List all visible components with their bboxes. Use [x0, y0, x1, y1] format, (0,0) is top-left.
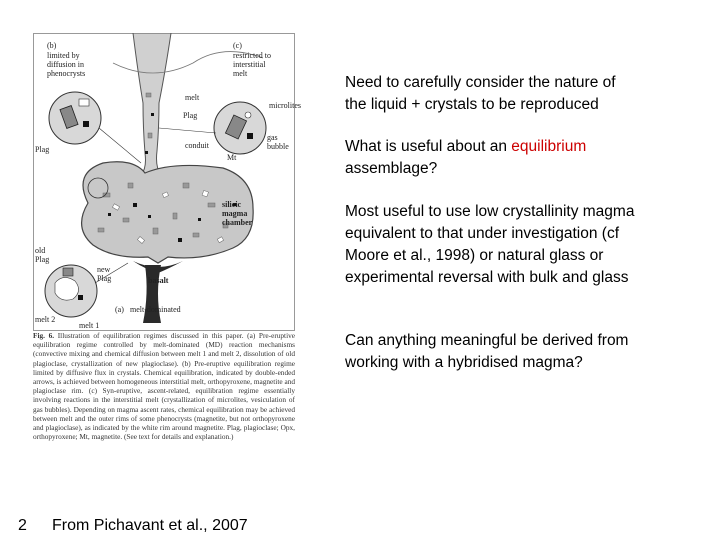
point-3-line-3: Moore et al., 1998) or natural glass or — [345, 247, 604, 264]
panel-b-label: (b) — [47, 41, 57, 50]
panel-a-text: melt-dominated — [130, 305, 181, 314]
new-label: new — [97, 265, 111, 274]
plag-label-c: Plag — [183, 111, 198, 120]
gas-bubble-label: gas bubble — [267, 133, 289, 151]
panel-c-text-3: melt — [233, 69, 248, 78]
figure-caption — [33, 331, 295, 498]
point-1-line-2: the liquid + crystals to be reproduced — [345, 96, 599, 113]
panel-c-text-2: interstitial — [233, 60, 266, 69]
point-2-emphasis: equilibrium — [511, 138, 587, 155]
point-3 — [345, 201, 634, 289]
point-4-line-1: Can anything meaningful be derived from — [345, 332, 629, 349]
pichavant-figure — [33, 33, 301, 498]
panel-b-text-1: limited by — [47, 51, 80, 60]
point-1-line-1: Need to carefully consider the nature of — [345, 74, 616, 91]
caption-body: Illustration of equilibration regimes discussed in this paper. (a) Pre-eruptive equilibration regime controlled by melt-dominated (MD) reaction mechanisms (convective mixing and chemical diffusion between melt 1 and melt 2, dissolution of old plagioclase, crystallization of new plagioclase). (b) Pre-eruptive equilibration regime limited by diffusive flux in crystals. Chemical equilibration, indicated by double-ended arrows, is achieved between homogeneous interstitial melt, orthopyroxene, magnetite and plagioclase rim. (c) Syn-eruptive, ascent-related, equilibration regime essentially involving reactions in the interstitial melt (crystallization of microlites, vesiculation of gas bubbles). Depending on magma ascent rates, chemical equilibration may be achieved between melt and the outer rims of some phenocrysts (magnetite, but not orthopyroxene and plagioclase), as indicated by the white rim around magnetite. Plag, plagioclase; Opx, orthopyroxene; Mt, magnetite. (See text for details and explanation.) — [33, 331, 295, 442]
caption-title: Fig. 6. — [33, 331, 55, 340]
panel-b-text-2: diffusion in — [47, 60, 84, 69]
silicic-label: silicic — [222, 200, 242, 209]
point-4 — [345, 330, 628, 374]
slide-number: 2 — [18, 517, 27, 534]
mt-label-c: Mt — [227, 153, 237, 162]
melt1-label: melt 1 — [79, 321, 100, 330]
source-citation: From Pichavant et al., 2007 — [52, 517, 248, 534]
basalt-label: basalt — [148, 276, 169, 285]
plag-label-b: Plag — [35, 145, 50, 154]
point-3-line-1: Most useful to use low crystallinity magma — [345, 203, 635, 220]
panel-c-text-1: restricted to — [233, 51, 271, 60]
new-plag-label: Plag — [97, 274, 112, 283]
point-3-line-4: experimental reversal with bulk and glass — [345, 269, 629, 286]
melt-label: melt — [185, 93, 200, 102]
old-label: old — [35, 246, 46, 255]
microlites-label: microlites — [269, 101, 301, 110]
chamber-label: chamber — [222, 218, 253, 227]
panel-c-label: (c) — [233, 41, 242, 50]
point-4-line-2: working with a hybridised magma? — [345, 354, 583, 371]
old-plag-label: Plag — [35, 255, 50, 264]
panel-b-text-3: phenocrysts — [47, 69, 86, 78]
point-1 — [345, 72, 616, 116]
point-2-line-1 — [345, 136, 586, 158]
melt2-label: melt 2 — [35, 315, 56, 324]
conduit-label: conduit — [185, 141, 209, 150]
point-2-line-2: assemblage? — [345, 160, 438, 177]
magma-label: magma — [222, 209, 248, 218]
point-2 — [345, 136, 586, 180]
point-3-line-2: equivalent to that under investigation (cf — [345, 225, 620, 242]
panel-a-label: (a) — [115, 305, 124, 314]
point-2-prefix: What is useful about an — [345, 138, 512, 155]
